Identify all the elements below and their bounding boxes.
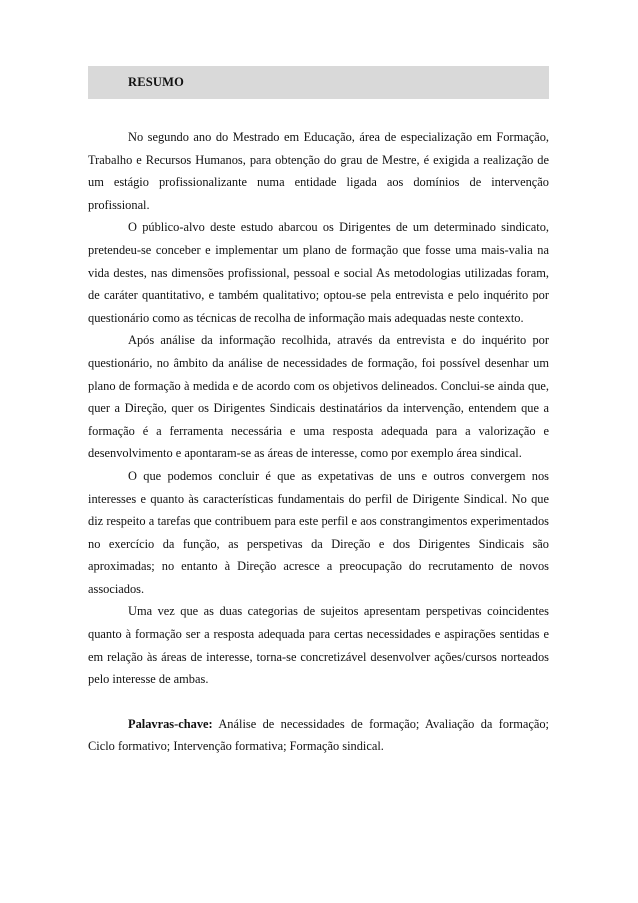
keywords-text: Análise de necessidades de formação; Avaliação da formação; Ciclo formativo; Intervenção formativa; Formação sindical. [88, 716, 549, 754]
abstract-paragraph-2: O público-alvo deste estudo abarcou os Dirigentes de um determinado sindicato, pretendeu-se conceber e implementar um plano de formação que fosse uma mais-valia na vida destes, nas dimensões profissional, pessoal e social As metodologias utilizadas foram, de caráter quantitativo, e também qualitativo; optou-se pela entrevista e pelo inquérito por questionário como as técnicas de recolha de informação mais adequadas neste contexto. [88, 220, 549, 325]
abstract-page [88, 66, 549, 758]
abstract-heading-bar [88, 66, 549, 99]
abstract-paragraph-5: Uma vez que as duas categorias de sujeitos apresentam perspetivas coincidentes quanto à formação ser a resposta adequada para certas necessidades e aspirações sentidas e em relação às áreas de interesse, torna-se concretizável desenvolver ações/cursos norteados pelo interesse de ambas. [88, 604, 549, 687]
abstract-paragraph-3: Após análise da informação recolhida, através da entrevista e do inquérito por questionário, no âmbito da análise de necessidades de formação, foi possível desenhar um plano de formação à medida e de acordo com os objetivos delineados. Conclui-se ainda que, quer a Direção, quer os Dirigentes Sindicais destinatários da intervenção, entendem que a formação é a ferramenta necessária e uma resposta adequada para a valorização e desenvolvimento e apontaram-se as áreas de interesse, como por exemplo área sindical. [88, 333, 549, 461]
abstract-paragraph-4: O que podemos concluir é que as expetativas de uns e outros convergem nos interesses e quanto às características fundamentais do perfil de Dirigente Sindical. No que diz respeito a tarefas que contribuem para este perfil e aos constrangimentos experimentados no exercício da função, as perspetivas da Direção e dos Dirigentes Sindicais são aproximadas; no entanto à Direção acresce a preocupação do recrutamento de novos associados. [88, 468, 549, 596]
keywords-paragraph [88, 713, 549, 758]
abstract-paragraph-1: No segundo ano do Mestrado em Educação, área de especialização em Formação, Trabalho e Recursos Humanos, para obtenção do grau de Mestre, é exigida a realização de um estágio profissionalizante numa entidade ligada aos domínios de intervenção profissional. [88, 130, 549, 212]
abstract-body [88, 126, 549, 758]
abstract-heading: RESUMO [128, 75, 185, 89]
keywords-label: Palavras-chave: [128, 716, 213, 731]
